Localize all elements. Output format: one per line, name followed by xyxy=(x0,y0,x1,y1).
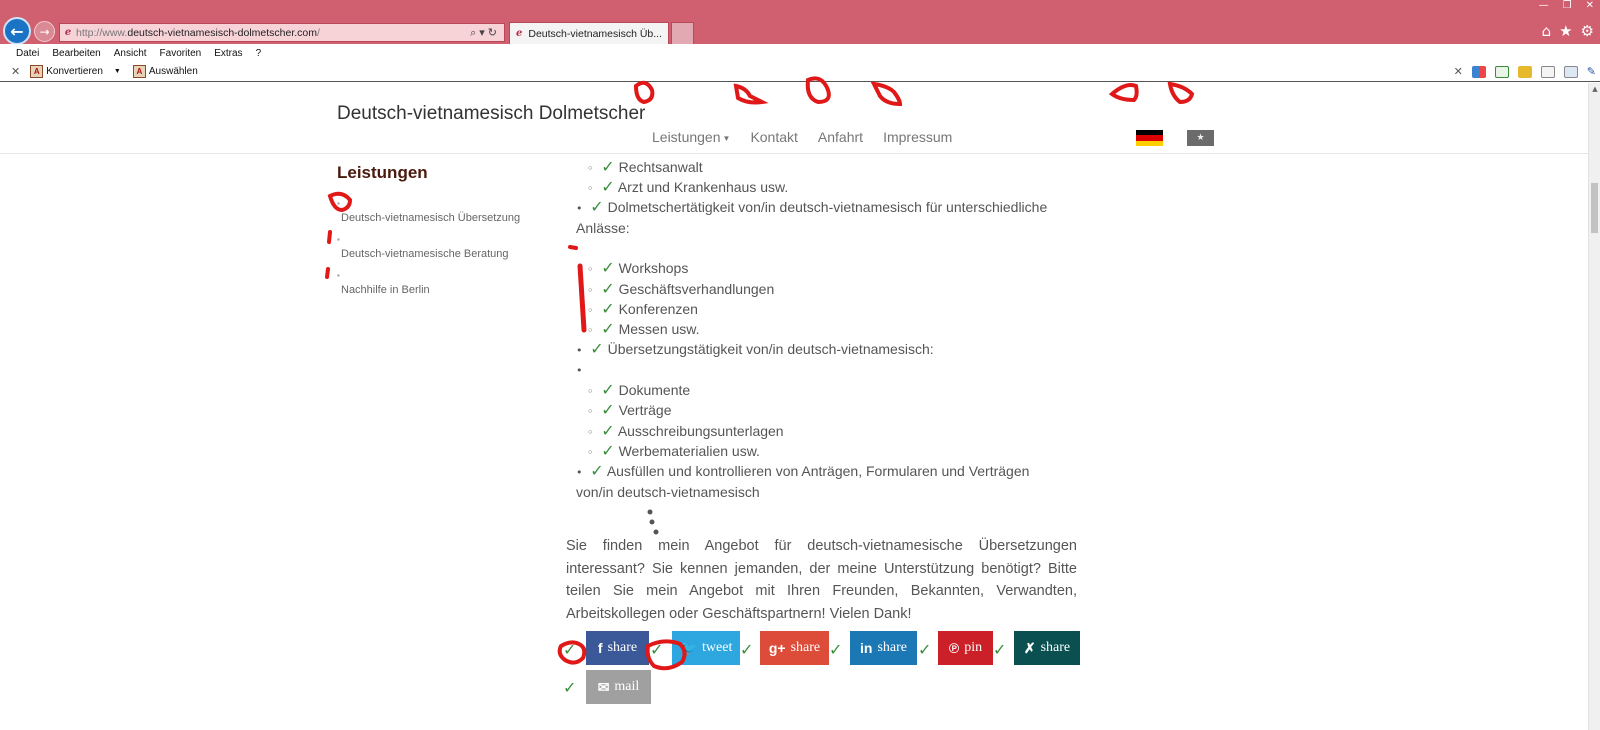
pdf-convert-icon: A xyxy=(30,65,43,78)
list-item-continued: von/in deutsch-vietnamesisch xyxy=(576,484,760,500)
linkedin-share-button[interactable] xyxy=(850,631,917,665)
google-plus-icon: g+ xyxy=(768,640,786,656)
pin-label: pin xyxy=(964,640,983,655)
pdf-select-icon: A xyxy=(133,65,146,78)
page-icon[interactable] xyxy=(1541,66,1555,78)
home-icon[interactable]: ⌂ xyxy=(1541,22,1552,40)
list-item: ◦ ✓ Messen usw. xyxy=(587,319,700,338)
xing-share-button[interactable] xyxy=(1014,631,1080,665)
share-request-paragraph: Sie finden mein Angebot für deutsch-vietnamesische Übersetzungen interessant? Sie kennen jemanden, der meine Unterstützung benötigt? Bitte teilen Sie mein Angebot mit Ihren Freunden, Bekannten, Verwandten, Arbeitskollegen oder Geschäftspartnern! Vielen Dank! xyxy=(566,538,1077,622)
flag-star: ★ xyxy=(1196,133,1205,143)
command-bar-right-icons xyxy=(1454,65,1596,78)
safety-icon[interactable] xyxy=(1518,66,1532,78)
facebook-icon: f xyxy=(597,640,603,656)
nav-item-kontakt[interactable]: Kontakt xyxy=(750,129,798,145)
list-item: • ✓ Dolmetschertätigkeit von/in deutsch-vietnamesisch für unterschiedliche xyxy=(576,197,1048,216)
convert-button[interactable] xyxy=(30,65,121,78)
list-item: • ✓ Übersetzungstätigkeit von/in deutsch-vietnamesisch: xyxy=(576,339,934,358)
maximize-icon[interactable]: ❐ xyxy=(1562,0,1572,11)
sidebar-bullet: ▪ xyxy=(337,271,340,280)
list-item: ◦ ✓ Verträge xyxy=(587,400,672,419)
address-url[interactable]: http://www.deutsch-vietnamesisch-dolmetscher.com/ xyxy=(76,26,320,39)
scroll-thumb[interactable] xyxy=(1591,183,1598,233)
share-check: ✓ xyxy=(650,640,664,659)
list-item: ◦ ✓ Konferenzen xyxy=(587,299,698,318)
nav-item-impressum[interactable]: Impressum xyxy=(883,129,953,145)
site-title[interactable]: Deutsch-vietnamesisch Dolmetscher xyxy=(337,103,646,124)
nav-leistungen-label: Leistungen xyxy=(652,129,721,145)
minimize-icon[interactable]: — xyxy=(1538,0,1549,11)
search-refresh-icon[interactable]: ⌕▾↻ xyxy=(470,25,500,39)
print-icon[interactable] xyxy=(1564,66,1578,78)
pinterest-icon: ℗ xyxy=(948,640,960,656)
share-check: ✓ xyxy=(993,640,1007,659)
site-header xyxy=(0,83,1588,154)
list-item: ◦ ✓ Werbematerialien usw. xyxy=(587,441,760,460)
menu-item-datei[interactable]: Datei xyxy=(16,47,40,59)
twitter-tweet-button[interactable] xyxy=(672,631,740,665)
german-flag-icon[interactable] xyxy=(1136,130,1163,146)
list-item-continued: Anlässe: xyxy=(576,220,630,236)
edit-pen-icon[interactable]: ✎ xyxy=(1586,65,1596,78)
share-label: share xyxy=(877,640,907,655)
share-check: ✓ xyxy=(918,640,932,659)
addons-icon[interactable] xyxy=(1472,66,1486,78)
list-item: ◦ ✓ Geschäftsverhandlungen xyxy=(587,279,775,298)
address-bar[interactable] xyxy=(59,23,505,42)
ie-page-icon: e xyxy=(64,27,72,38)
page-scrollbar[interactable] xyxy=(1588,83,1600,730)
forward-arrow-icon[interactable]: → xyxy=(34,21,55,42)
tweet-label: tweet xyxy=(702,640,733,655)
sidebar-title: Leistungen xyxy=(337,163,428,182)
scroll-up-icon[interactable]: ▲ xyxy=(1592,85,1598,93)
envelope-icon: ✉ xyxy=(597,678,610,695)
menu-item-extras[interactable]: Extras xyxy=(214,47,243,59)
favorites-star-icon[interactable]: ★ xyxy=(1559,22,1573,40)
tab-title: Deutsch-vietnamesisch Üb... xyxy=(528,27,663,40)
list-item: ◦ ✓ Ausschreibungsunterlagen xyxy=(587,421,784,440)
list-item: ◦ ✓ Arzt und Krankenhaus usw. xyxy=(587,177,789,196)
chevron-down-icon[interactable]: ▼ xyxy=(113,68,121,75)
close-addon-icon[interactable]: ✕ xyxy=(1453,65,1463,78)
nav-item-leistungen[interactable] xyxy=(652,129,730,145)
close-window-icon[interactable]: ✕ xyxy=(1585,0,1594,11)
share-check: ✓ xyxy=(563,640,577,659)
share-label: share xyxy=(790,640,821,655)
share-check: ✓ xyxy=(563,678,577,697)
window-controls xyxy=(1539,0,1594,11)
sidebar-bullet: ▪ xyxy=(337,199,340,208)
menu-bar xyxy=(0,44,1600,62)
googleplus-share-button[interactable] xyxy=(760,631,829,665)
share-check: ✓ xyxy=(740,640,754,659)
vietnamese-flag-icon[interactable] xyxy=(1187,130,1214,146)
list-item: ◦ ✓ Workshops xyxy=(587,258,689,277)
share-label: share xyxy=(1040,640,1071,655)
web-page xyxy=(0,83,1600,730)
share-label: share xyxy=(607,640,638,655)
caret-down-icon: ▼ xyxy=(722,133,731,143)
list-item: ◦ ✓ Rechtsanwalt xyxy=(587,157,703,176)
new-tab-button[interactable] xyxy=(671,22,694,44)
facebook-share-button[interactable] xyxy=(586,631,649,665)
share-check: ✓ xyxy=(829,640,843,659)
mail-label: mail xyxy=(614,679,640,694)
sidebar-item-uebersetzung[interactable]: Deutsch-vietnamesisch Übersetzung xyxy=(341,212,521,224)
twitter-bird-icon: 🐦 xyxy=(679,639,698,656)
sidebar-bullet: ▪ xyxy=(337,235,340,244)
pinterest-pin-button[interactable] xyxy=(938,631,993,665)
command-bar xyxy=(0,62,1600,82)
menu-item-bearbeiten[interactable]: Bearbeiten xyxy=(52,47,101,59)
xing-icon: ✗ xyxy=(1023,639,1036,656)
browser-tab-active[interactable] xyxy=(509,22,669,44)
select-button[interactable] xyxy=(133,65,198,78)
list-item: ◦ ✓ Dokumente xyxy=(587,380,691,399)
nav-item-anfahrt[interactable]: Anfahrt xyxy=(817,129,864,145)
browser-toolbar-icons xyxy=(1542,22,1594,40)
settings-gear-icon[interactable]: ⚙ xyxy=(1580,22,1594,40)
back-arrow-icon[interactable]: ← xyxy=(3,17,31,45)
menu-item-favoriten[interactable]: Favoriten xyxy=(159,47,202,59)
browser-titlebar xyxy=(0,0,1600,44)
menu-item-help[interactable]: ? xyxy=(255,47,262,59)
list-item-empty: • xyxy=(576,364,583,377)
sidebar-item-nachhilfe[interactable]: Nachhilfe in Berlin xyxy=(341,284,430,296)
sidebar-item-beratung[interactable]: Deutsch-vietnamesische Beratung xyxy=(341,248,509,260)
convert-label: Konvertieren xyxy=(46,66,103,77)
main-nav xyxy=(652,129,952,145)
menu-item-ansicht[interactable]: Ansicht xyxy=(113,47,147,59)
mail-share-button[interactable] xyxy=(586,670,651,704)
linkedin-icon: in xyxy=(860,640,873,656)
ie-tab-icon: e xyxy=(516,28,523,39)
close-toolbar-icon[interactable]: ✕ xyxy=(11,65,21,78)
select-label: Auswählen xyxy=(148,66,198,77)
list-item: • ✓ Ausfüllen und kontrollieren von Anträgen, Formularen und Verträgen xyxy=(576,461,1030,480)
feeds-icon[interactable] xyxy=(1495,66,1509,78)
